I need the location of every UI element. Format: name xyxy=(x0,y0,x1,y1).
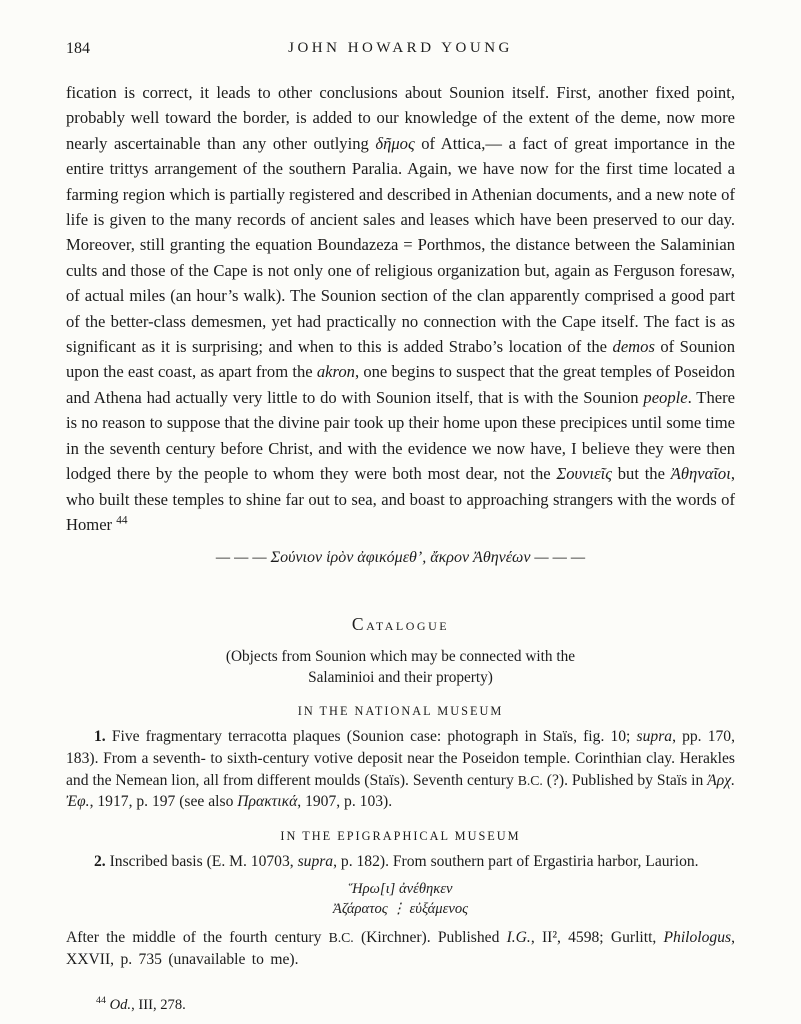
catalogue-scope-note xyxy=(66,647,735,688)
footnote: $^{44}$ Od., III, 278. xyxy=(96,995,186,1014)
dating-note: After the middle of the fourth century B.C. (Kirchner). Published I.G., II², 4598; Gurlitt, Philologus, XXVII, p. 735 (unavailable to me). xyxy=(66,929,735,968)
inscription-line-2: Ἀζάρατος ⋮ εὐξάμενος xyxy=(332,901,469,918)
national-museum-heading: IN THE NATIONAL MUSEUM xyxy=(297,704,504,719)
catalogue-heading: Catalogue xyxy=(351,614,450,635)
catalogue-entry-2: 2. Inscribed basis (E. M. 10703, supra, p. 182). From southern part of Ergastiria harbor, Laurion. xyxy=(94,852,699,870)
catalogue-entry-1: 1. Five fragmentary terracotta plaques (Sounion case: photograph in Staïs, fig. 10; supra, pp. 170, 183). From a seventh- to sixth-century votive deposit near the Poseidon temple. Corinthian clay. Herakles and the Nemean lion, all from different moulds (Staïs). Seventh century B.C. (?). Published by Staïs in Ἀρχ. Ἐφ., 1917, p. 197 (see also Πρακτικά, 1907, p. 103). xyxy=(66,728,735,811)
homer-quotation: — — — Σούνιον ἱρὸν ἀφικόμεθ’, ἄκρον Ἀθηνέων — — — xyxy=(215,549,586,567)
main-paragraph: fication is correct, it leads to other conclusions about Sounion itself. First, another fixed point, probably well toward the border, is added to our knowledge of the extent of the deme, now more nearly ascertainable than any other outlying δῆμος of Attica,— a fact of great importance in the entire trittys arrangement of the southern Paralia. Again, we have now for the first time located a farming region which is partially registered and described in Athenian documents, and a new note of life is given to the many records of ancient sales and leases which have been preserved to our day. Moreover, still granting the equation Boundazeza = Porthmos, the distance between the Salaminian cults and those of the Cape is not only one of religious organization but, again as Ferguson foresaw, of actual miles (an hour’s walk). The Sounion section of the clan apparently comprised a good part of the better-class demesmen, yet had practically no connection with the Cape itself. The fact is as significant as it is surprising; and when to this is added Strabo’s location of the demos of Sounion upon the east coast, as apart from the akron, one begins to suspect that the great temples of Poseidon and Athena had actually very little to do with Sounion itself, that is with the Sounion people. There is no reason to suppose that the divine pair took up their home upon these precipices until some time in the seventh century before Christ, and with the evidence we now have, I believe they were then lodged there by the people to whom they were both most dear, not the Σουνιεῖς but the Ἀθηναῖοι, who built these temples to shine far out to sea, and boast to approaching strangers with the words of Homer $^{44}$ xyxy=(66,83,735,534)
page-header xyxy=(66,40,735,64)
scope-note-line-1: (Objects from Sounion which may be connected with the xyxy=(225,648,576,666)
inscription-line-1: Ἥρω[ι] ἀνέθηκεν xyxy=(348,881,453,898)
epigraphical-museum-heading: IN THE EPIGRAPHICAL MUSEUM xyxy=(280,828,521,843)
page-number: 184 xyxy=(66,40,90,57)
running-head: JOHN HOWARD YOUNG xyxy=(288,40,513,56)
greek-inscription xyxy=(66,879,735,919)
scope-note-line-2: Salaminioi and their property) xyxy=(308,668,493,686)
